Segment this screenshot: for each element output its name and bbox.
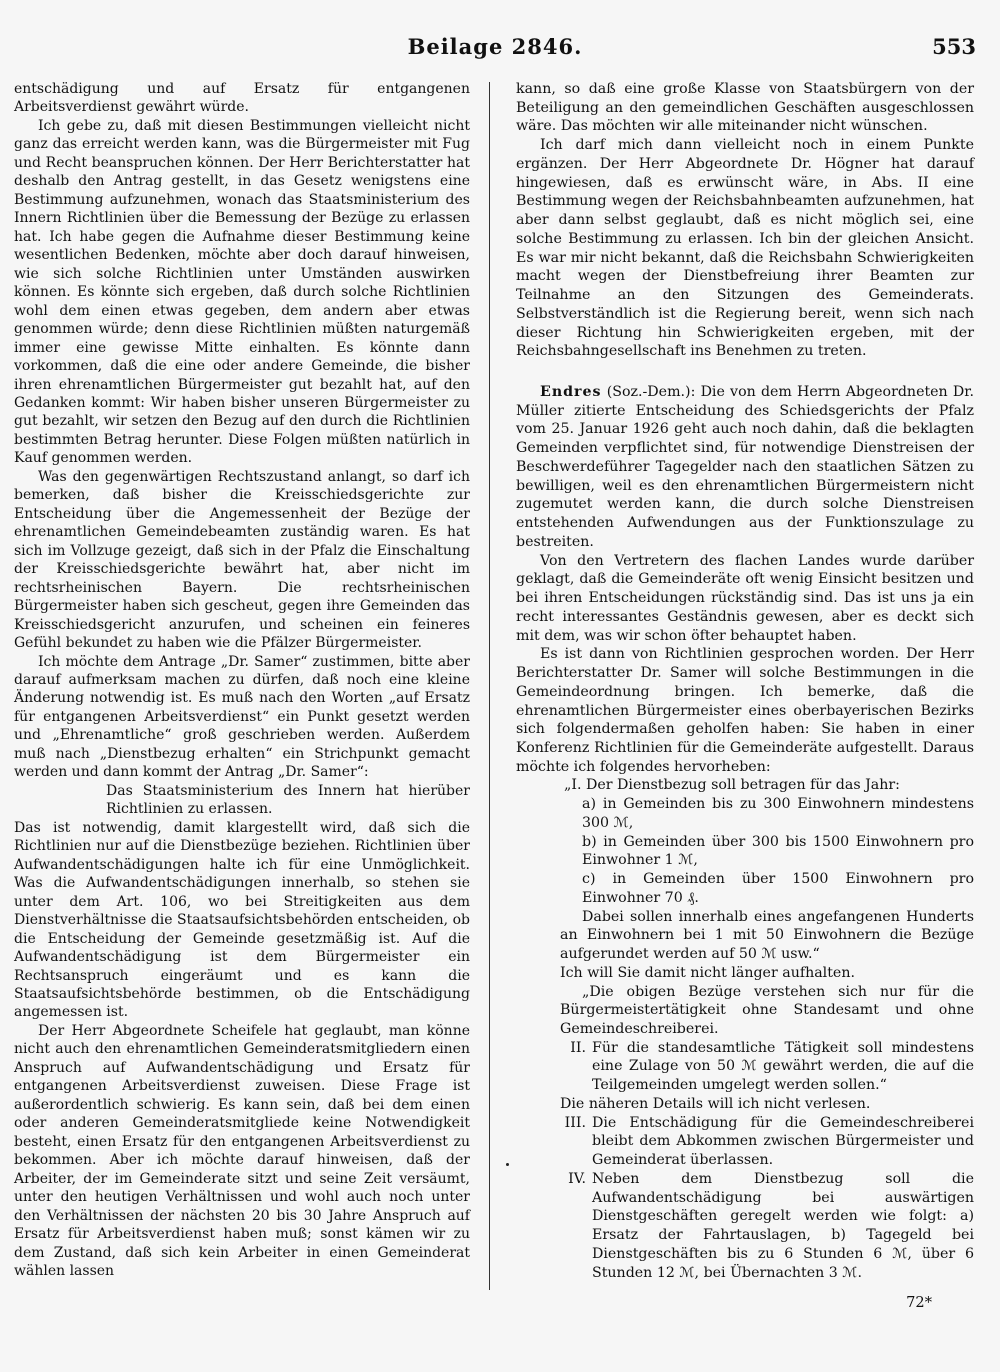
list-text: Für die standesamtliche Tätigkeit soll mindestens eine Zulage von 50 ℳ gewährt werden, die auf die Teilgemeinden umgelegt werden sollen.“ <box>592 1039 974 1094</box>
spacer <box>516 361 974 383</box>
list-text: Neben dem Dienstbezug soll die Aufwandentschädigung bei auswärtigen Dienstgeschäften geregelt werden wie folgt: a) Ersatz der Fahrtauslagen, b) Tagegeld bei Dienstgeschäften bis zu 6 Stunden 6 ℳ, über 6 Stunden 12 ℳ, bei Übernachten 3 ℳ. <box>592 1170 974 1281</box>
speech-paragraph <box>516 383 974 552</box>
list-subitem: a) in Gemeinden bis zu 300 Einwohnern mindestens 300 ℳ, <box>582 796 974 831</box>
list-number: III. <box>564 1114 586 1131</box>
page-header <box>14 34 976 60</box>
page-number: 553 <box>932 34 976 59</box>
list-item <box>560 1039 974 1095</box>
paragraph: entschädigung und auf Ersatz für entgangenen Arbeitsverdienst gewährt würde. <box>14 81 470 116</box>
list-number: II. <box>570 1039 586 1056</box>
right-column <box>516 80 974 1282</box>
column-divider <box>489 82 490 1290</box>
list-subitem: b) in Gemeinden über 300 bis 1500 Einwohnern pro Einwohner 1 ℳ, <box>582 833 974 869</box>
list-item: „I. Der Dienstbezug soll betragen für das Jahr: <box>564 777 900 794</box>
speaker-name: Endres <box>540 384 602 401</box>
left-column <box>14 80 470 1280</box>
margin-mark <box>506 1163 509 1166</box>
interjection: Ich will Sie damit nicht länger aufhalten. <box>560 964 855 981</box>
paragraph: Es ist dann von Richtlinien gesprochen worden. Der Herr Berichterstatter Dr. Samer will solche Bestimmungen in die Gemeindeordnung bringen. Ich bemerke, daß die ehrenamtlichen Bürgermeister eines oberbayerischen Bezirks sich folgendermaßen geholfen haben: Sie haben in einer Konferenz Richtlinien für die Gemeinderäte aufgestellt. Daraus möchte ich folgendes hervorheben: <box>516 646 974 775</box>
paragraph: Ich möchte dem Antrage „Dr. Samer“ zustimmen, bitte aber darauf aufmerksam machen zu dürfen, daß noch eine kleine Änderung notwendig ist. Es muß nach den Worten „auf Ersatz für entgangenen Arbeitsverdienst“ ein Punkt gesetzt werden und „Ehrenamtliche“ groß geschrieben werden. Außerdem muß nach „Dienstbezug erhalten“ ein Strichpunkt gemacht werden und dann kommt der Antrag „Dr. Samer“: <box>14 653 470 781</box>
paragraph: kann, so daß eine große Klasse von Staatsbürgern von der Beteiligung an den gemeindlichen Geschäften ausgeschlossen wäre. Das möchten wir alle miteinander nicht wünschen. <box>516 81 974 135</box>
speaker-party: (Soz.-Dem.): <box>601 384 701 401</box>
list-text: Die Entschädigung für die Gemeindeschreiberei bleibt dem Abkommen zwischen Bürgermeister und Gemeinderat überlassen. <box>592 1114 974 1169</box>
paragraph: Was den gegenwärtigen Rechtszustand anlangt, so darf ich bemerken, daß bisher die Kreisschiedsgerichte zur Entscheidung über die Angemessenheit der Bezüge der ehrenamtlichen Gemeindebeamten zuständig waren. Es hat sich im Vollzuge gezeigt, daß sich in der Pfalz die Einschaltung der Kreisschiedsgerichte bewährt hat, aber nicht im rechtsrheinischen Bayern. Die rechtsrheinischen Bürgermeister haben sich gescheut, gegen ihre Gemeinden das Kreisschiedsgericht anzurufen, und scheinen ein feineres Gefühl bekundet zu haben wie die Pfälzer Bürgermeister. <box>14 468 470 652</box>
paragraph: Das ist notwendig, damit klargestellt wird, daß sich die Richtlinien nur auf die Dienstbezüge beziehen. Richtlinien über Aufwandentschädigungen halte ich für eine Unmöglichkeit. Was die Aufwandentschädigungen innerhalb, so stehen sie unter dem Art. 106, wo bei Streitigkeiten aus dem Dienstverhältnisse die Staatsaufsichtsbehörden entscheiden, ob die Entscheidung der Gemeinde gesetzmäßig ist. Auf die Aufwandentschädigung ist dem Bürgermeister ein Rechtsanspruch eingeräumt und es kann die Staatsaufsichtsbehörde bestimmen, ob die Entschädigung angemessen ist. <box>14 819 470 1021</box>
quoted-text: „Die obigen Bezüge verstehen sich nur für die Bürgermeistertätigkeit ohne Standesamt und ohne Gemeindeschreiberei. <box>560 983 974 1037</box>
interjection: Die näheren Details will ich nicht verlesen. <box>560 1095 871 1112</box>
list-subitem: c) in Gemeinden über 1500 Einwohnern pro Einwohner 70 ₰. <box>582 871 974 906</box>
paragraph: Ich darf mich dann vielleicht noch in einem Punkte ergänzen. Der Herr Abgeordnete Dr. Högner hat darauf hingewiesen, daß es erwünscht wäre, in Abs. II eine Bestimmung wegen der Reichsbahnbeamten aufzunehmen, hat aber dann selbst geglaubt, daß es nicht möglich sei, eine solche Bestimmung zu erlassen. Ich bin der gleichen Ansicht. Es war mir nicht bekannt, daß die Reichsbahn Schwierigkeiten macht wegen der Dienstbefreiung ihrer Beamten zur Teilnahme an den Sitzungen des Gemeinderats. Selbstverständlich ist die Regierung bereit, wenn sich nach dieser Richtung hin Schwierigkeiten ergeben, mit der Reichsbahngesellschaft ins Benehmen zu treten. <box>516 137 974 360</box>
list-item <box>560 1114 974 1170</box>
page-title: Beilage 2846. <box>407 34 583 59</box>
signature-mark: 72* <box>906 1294 932 1311</box>
paragraph: Von den Vertretern des flachen Landes wurde darüber geklagt, daß die Gemeinderäte oft wenig Einsicht besitzen und bei ihren Entscheidungen rückständig sind. Das ist uns ja ein recht interessantes Geständnis gewesen, aber es deckt sich mit dem, was wir schon öfter behauptet haben. <box>516 552 974 644</box>
list-item <box>560 1170 974 1282</box>
quoted-motion: Das Staatsministerium des Innern hat hierüber Richtlinien zu erlassen. <box>106 782 470 818</box>
list-number: IV. <box>568 1170 586 1187</box>
paragraph: Ich gebe zu, daß mit diesen Bestimmungen vielleicht nicht ganz das erreicht werden kann, was die Bürgermeister mit Fug und Recht beanspruchen können. Der Herr Berichterstatter hat deshalb den Antrag gestellt, in das Gesetz wenigstens eine Bestimmung aufzunehmen, wonach das Staatsministerium des Innern Richtlinien über die Bemessung der Bezüge zu erlassen hat. Ich habe gegen die Aufnahme dieser Bestimmung keine wesentlichen Bedenken, möchte aber doch darauf hinweisen, wie sich solche Richtlinien unter Umständen auswirken können. Es könnte sich ergeben, daß durch solche Richtlinien wohl dem einen etwas gegeben, dem andern aber etwas genommen würde; denn diese Richtlinien müßten naturgemäß immer eine gewisse Mitte einhalten. Es könnte dann vorkommen, daß die eine oder andere Gemeinde, die bisher ihren ehrenamtlichen Bürgermeister gut bezahlt hat, auf den Gedanken kommt: Wir haben bisher unseren Bürgermeister zu gut bezahlt, wir setzen den Bezug auf den durch die Richtlinien bestimmten Betrag herunter. Diese Folgen müßten natürlich in Kauf genommen werden. <box>14 117 470 467</box>
paragraph: Der Herr Abgeordnete Scheifele hat geglaubt, man könne nicht auch den ehrenamtlichen Gemeinderatsmitgliedern einen Anspruch auf Aufwandentschädigung und Ersatz für entgangenen Arbeitsverdienst zuweisen. Diese Frage ist außerordentlich schwierig. Es kann sein, daß bei dem einen oder anderen Gemeinderatsmitgliede keine Notwendigkeit besteht, einen Ersatz für den entgangenen Arbeitsverdienst zu bekommen. Aber ich möchte darauf hinweisen, daß der Arbeiter, der im Gemeinderate sitzt und seine Zeit versäumt, unter den heutigen Verhältnissen und wohl auch noch unter den Verhältnissen der nächsten 20 bis 30 Jahre Anspruch auf Ersatz für Arbeitsverdienst haben muß; sonst kämen wir zu dem Zustand, daß sich kein Arbeiter in einen Gemeinderat wählen lassen <box>14 1022 470 1279</box>
list-note: Dabei sollen innerhalb eines angefangenen Hunderts an Einwohnern bei 1 mit 50 Einwohnern die Bezüge aufgerundet werden auf 50 ℳ usw.“ <box>560 908 974 963</box>
speech-text: Die von dem Herrn Abgeordneten Dr. Müller zitierte Entscheidung des Schiedsgerichts der Pfalz vom 25. Januar 1926 geht auch noch dahin, daß die beklagten Gemeinden verpflichtet sind, für notwendige Dienstreisen der Beschwerdeführer Tagegelder nach den staatlichen Sätzen zu bewilligen, weil es den ehrenamtlichen Bürgermeistern nicht zugemutet werden kann, die durch solche Dienstreisen entstehenden Aufwendungen aus der Funktionszulage zu bestreiten. <box>516 384 974 550</box>
